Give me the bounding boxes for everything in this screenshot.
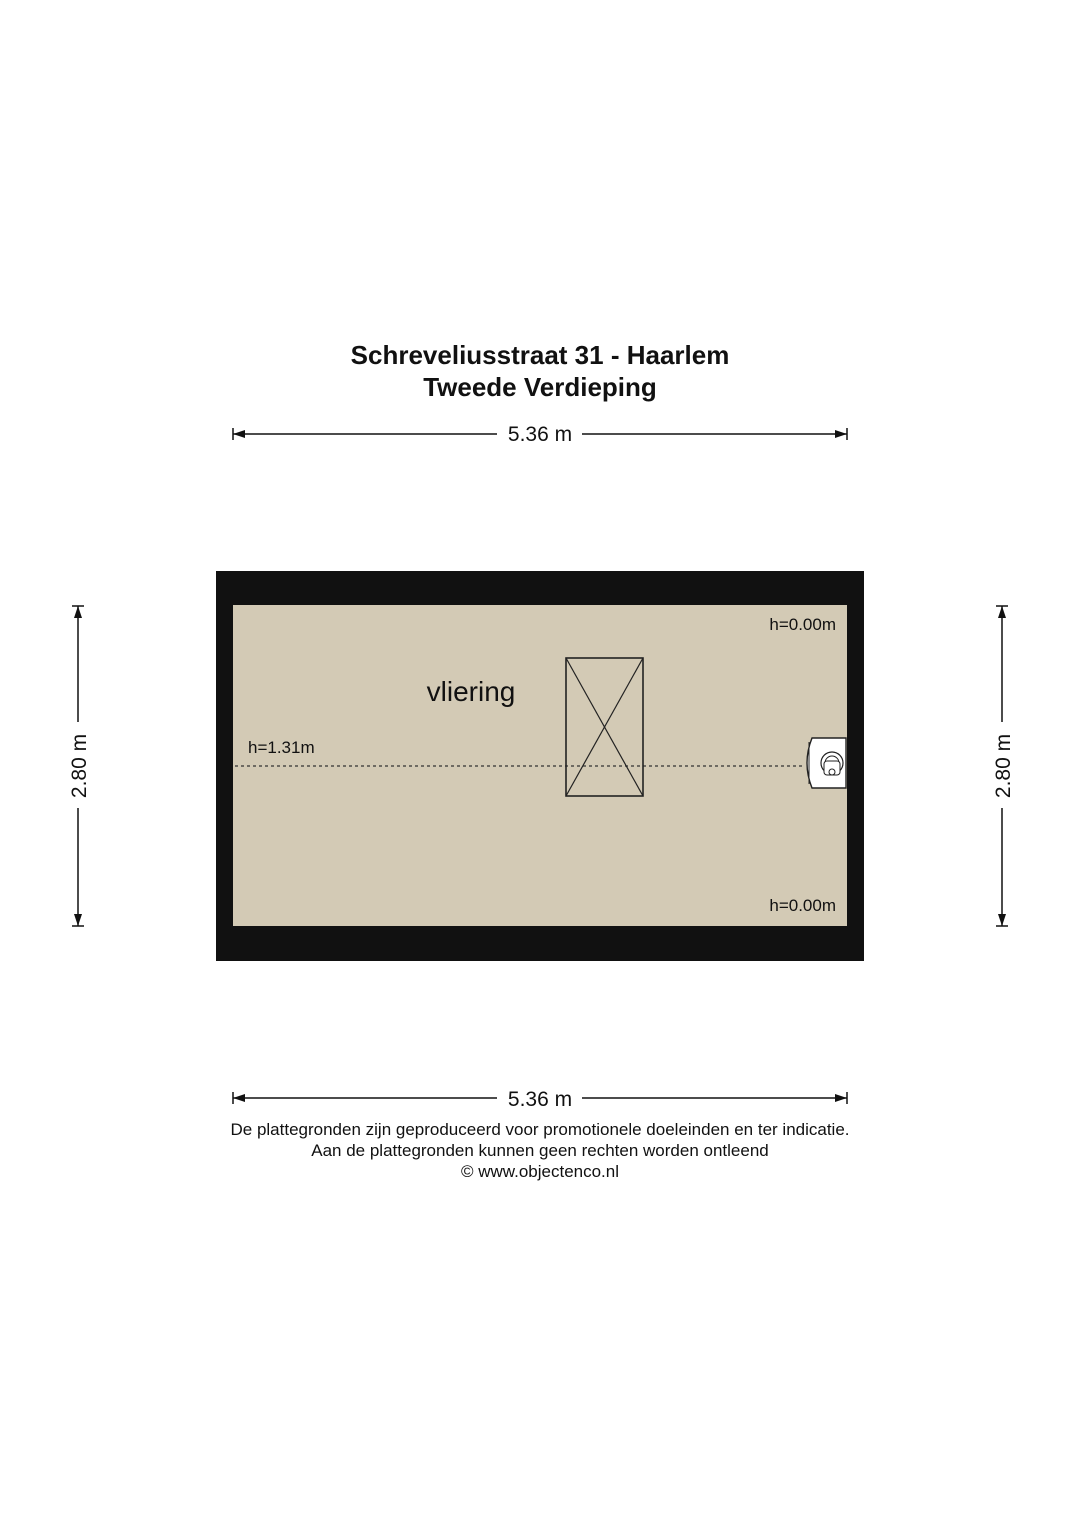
plan-title: Schreveliusstraat 31 - Haarlem: [350, 340, 730, 370]
height-center-label: h=1.31m: [248, 738, 315, 757]
bottom-width-label: 5.36 m: [507, 1088, 573, 1111]
boiler-icon: [807, 738, 846, 788]
height-bottom-right-label: h=0.00m: [769, 896, 836, 915]
bottom-dimension: [233, 1088, 847, 1111]
disclaimer-line-1: De plattegronden zijn geproduceerd voor promotionele doeleinden en ter indicatie.: [230, 1120, 850, 1139]
floor-title: Tweede Verdieping: [423, 372, 657, 402]
disclaimer-line-2: Aan de plattegronden kunnen geen rechten worden ontleend: [311, 1141, 769, 1160]
top-width-label: 5.36 m: [507, 423, 573, 446]
left-height-label: 2.80 m: [68, 733, 91, 799]
height-top-right-label: h=0.00m: [769, 615, 836, 634]
left-dimension: [68, 606, 91, 926]
room-name: vliering: [426, 676, 516, 707]
right-dimension: [992, 606, 1015, 926]
right-height-label: 2.80 m: [992, 733, 1015, 799]
disclaimer: [0, 1119, 1080, 1182]
top-dimension: [233, 423, 847, 446]
copyright-link: © www.objectenco.nl: [460, 1162, 620, 1181]
